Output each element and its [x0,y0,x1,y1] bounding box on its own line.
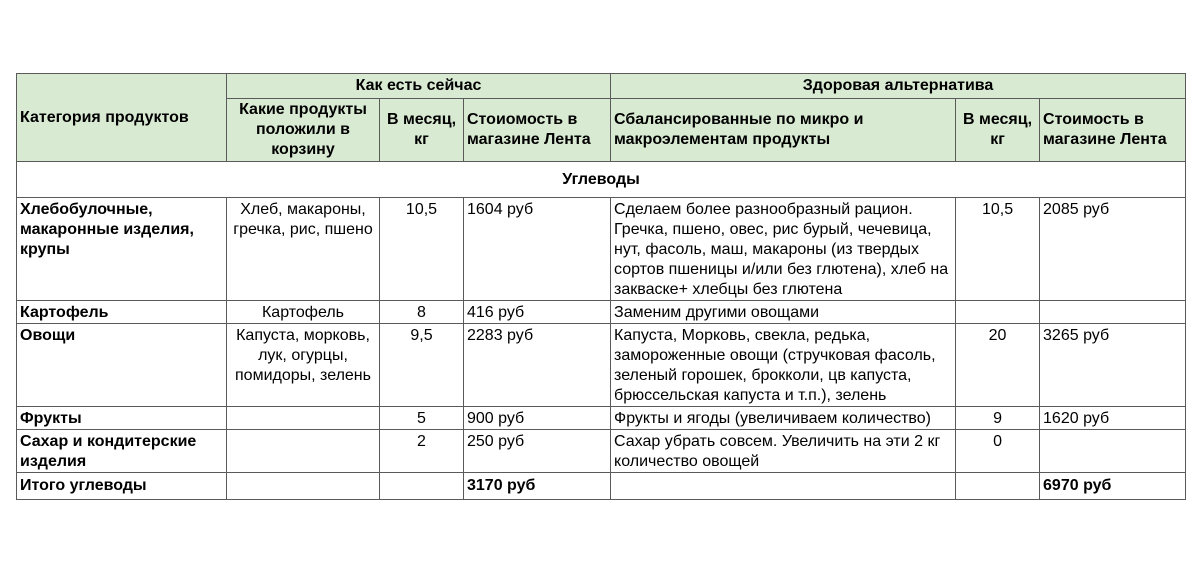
row-alt-cost: 1620 руб [1040,407,1186,430]
row-products: Хлеб, макароны, гречка, рис, пшено [227,198,380,301]
row-products [227,430,380,473]
carbohydrates-table [16,73,1186,500]
table-row [17,430,1186,473]
total-cost: 3170 руб [464,473,611,500]
row-products: Картофель [227,301,380,324]
row-alt-kg: 20 [956,324,1040,407]
row-category: Картофель [17,301,227,324]
row-products [227,407,380,430]
row-category: Овощи [17,324,227,407]
row-alt-kg: 9 [956,407,1040,430]
row-alt: Сахар убрать совсем. Увеличить на эти 2 кг количество овощей [611,430,956,473]
header-month-kg: В месяц, кг [380,99,464,162]
total-empty-alt-kg [956,473,1040,500]
row-alt-cost: 2085 руб [1040,198,1186,301]
header-balanced-products: Сбалансированные по микро и макроэлементам продукты [611,99,956,162]
row-cost: 900 руб [464,407,611,430]
row-alt-kg: 10,5 [956,198,1040,301]
row-cost: 416 руб [464,301,611,324]
table-row [17,324,1186,407]
row-alt-cost [1040,430,1186,473]
row-cost: 1604 руб [464,198,611,301]
section-title: Углеводы [17,162,1186,198]
row-category: Фрукты [17,407,227,430]
total-row [17,473,1186,500]
row-alt: Капуста, Морковь, свекла, редька, замороженные овощи (стручковая фасоль, зеленый горошек, брокколи, цв капуста, брюссельская капуста и т.п.), зелень [611,324,956,407]
row-alt-kg [956,301,1040,324]
header-cost: Стоиомость в магазине Лента [464,99,611,162]
row-alt: Заменим другими овощами [611,301,956,324]
row-alt: Фрукты и ягоды (увеличиваем количество) [611,407,956,430]
table-row [17,198,1186,301]
total-empty-kg [380,473,464,500]
row-alt-cost [1040,301,1186,324]
row-kg: 8 [380,301,464,324]
header-category: Категория продуктов [17,74,227,162]
row-alt: Сделаем более разнообразный рацион. Гречка, пшено, овес, рис бурый, чечевица, нут, фасоль, маш, макароны (из твердых сортов пшеницы и/или без глютена), хлеб на закваске+ хлебцы без глютена [611,198,956,301]
table-row [17,301,1186,324]
section-row [17,162,1186,198]
header-group-current: Как есть сейчас [227,74,611,99]
total-label: Итого углеводы [17,473,227,500]
row-kg: 10,5 [380,198,464,301]
header-cost-alt: Стоимость в магазине Лента [1040,99,1186,162]
table-row [17,407,1186,430]
header-group-healthy: Здоровая альтернатива [611,74,1186,99]
header-products: Какие продукты положили в корзину [227,99,380,162]
row-alt-kg: 0 [956,430,1040,473]
header-month-kg-alt: В месяц, кг [956,99,1040,162]
total-alt-cost: 6970 руб [1040,473,1186,500]
row-category: Хлебобулочные, макаронные изделия, крупы [17,198,227,301]
row-products: Капуста, морковь, лук, огурцы, помидоры, зелень [227,324,380,407]
row-kg: 2 [380,430,464,473]
row-cost: 2283 руб [464,324,611,407]
row-kg: 9,5 [380,324,464,407]
total-empty-products [227,473,380,500]
row-category: Сахар и кондитерские изделия [17,430,227,473]
row-cost: 250 руб [464,430,611,473]
row-alt-cost: 3265 руб [1040,324,1186,407]
total-empty-alt [611,473,956,500]
row-kg: 5 [380,407,464,430]
header-group-row [17,74,1186,99]
